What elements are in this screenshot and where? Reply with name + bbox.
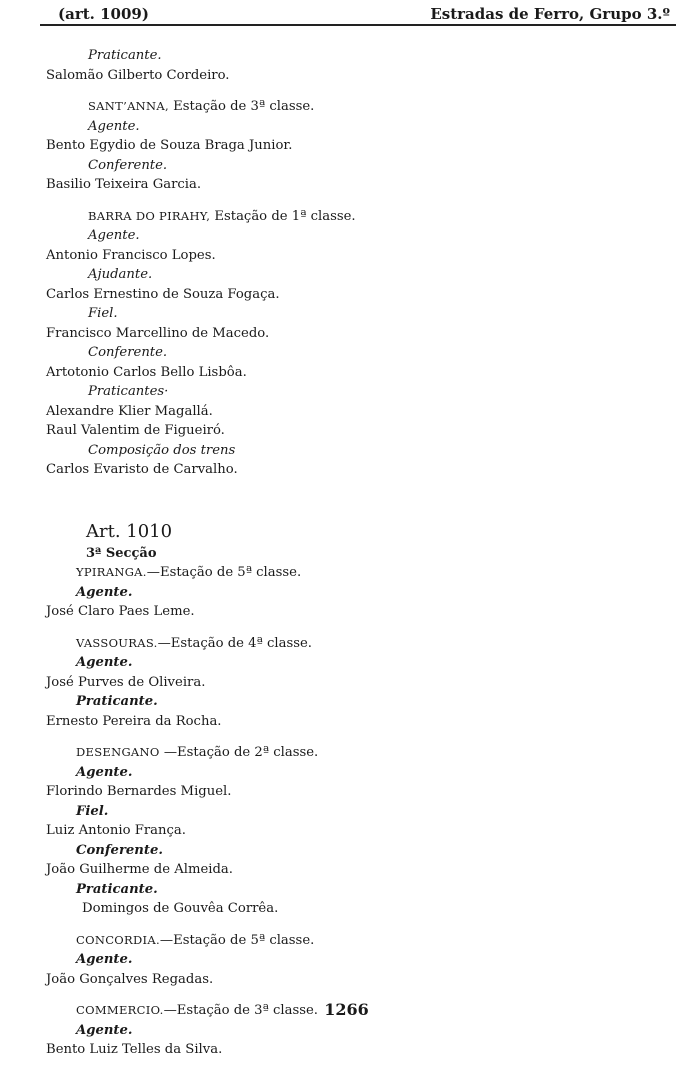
entry-gap	[46, 195, 646, 207]
station-class: —Estação de 5ª classe.	[146, 565, 302, 580]
role-title: Praticantes·	[88, 384, 169, 399]
station-line	[46, 207, 646, 227]
station-name: CONCORDIA.	[76, 932, 160, 947]
staff-name: João Gonçalves Regadas.	[46, 971, 214, 987]
role-title: Agente.	[76, 1022, 133, 1038]
station-line	[46, 931, 646, 951]
role-title: Agente.	[76, 584, 133, 600]
station-line	[46, 563, 646, 583]
role-title: Composição dos trens	[88, 442, 236, 458]
section-heading: 3ª Secção	[86, 545, 157, 561]
header-article-ref: (art. 1009)	[58, 5, 149, 23]
role-title: Agente.	[88, 118, 140, 134]
article-heading: Art. 1010	[86, 520, 173, 542]
page-body	[46, 46, 646, 1060]
station-name: YPIRANGA.	[76, 565, 147, 579]
role-title: Praticante.	[76, 881, 158, 897]
entry-gap	[46, 622, 646, 634]
staff-name: Raul Valentim de Figueiró.	[46, 423, 225, 438]
staff-name: Artotonio Carlos Bello Lisbôa.	[46, 364, 247, 380]
staff-name: Luiz Antonio França.	[46, 823, 186, 838]
station-line	[46, 634, 646, 654]
station-name: DESENGANO	[76, 745, 160, 759]
station-name: COMMERCIO.	[76, 1003, 164, 1017]
role-title: Agente.	[76, 952, 133, 967]
entry-gap	[46, 85, 646, 97]
running-header	[58, 2, 670, 26]
station-class: —Estação de 5ª classe.	[159, 932, 315, 948]
staff-name: Bento Luiz Telles da Silva.	[46, 1042, 223, 1057]
role-title: Fiel.	[76, 803, 109, 819]
section-gap	[46, 480, 646, 520]
station-class: —Estação de 4ª classe.	[157, 635, 312, 651]
staff-name: Antonio Francisco Lopes.	[46, 247, 216, 263]
station-class: Estação de 1ª classe.	[210, 208, 356, 224]
role-title: Conferente.	[76, 842, 163, 858]
role-title: Fiel.	[88, 306, 118, 321]
role-title: Ajudante.	[88, 267, 153, 282]
entry-gap	[46, 731, 646, 743]
staff-name: Carlos Evaristo de Carvalho.	[46, 462, 238, 477]
station-class: Estação de 3ª classe.	[168, 99, 315, 114]
role-title: Conferente.	[88, 157, 168, 173]
role-title: Agente.	[76, 764, 133, 780]
staff-name: Bento Egydio de Souza Braga Junior.	[46, 138, 293, 153]
station-name: SANT’ANNA,	[88, 99, 169, 113]
staff-name: Domingos de Gouvêa Corrêa.	[82, 901, 279, 916]
staff-name: José Purves de Oliveira.	[46, 674, 206, 690]
role-title: Praticante.	[88, 48, 162, 63]
staff-name: Florindo Bernardes Miguel.	[46, 784, 232, 799]
staff-name: Basilio Teixeira Garcia.	[46, 177, 202, 192]
staff-name: Salomão Gilberto Cordeiro.	[46, 67, 230, 83]
staff-name: Alexandre Klier Magallá.	[46, 403, 213, 419]
role-title: Conferente.	[88, 345, 168, 360]
staff-name: José Claro Paes Leme.	[46, 604, 195, 619]
staff-list-art-1010	[46, 563, 646, 1060]
station-line	[46, 97, 646, 117]
station-name: VASSOURAS.	[76, 635, 158, 650]
staff-name: Francisco Marcellino de Macedo.	[46, 325, 270, 341]
staff-name: Carlos Ernestino de Souza Fogaça.	[46, 286, 280, 302]
role-title: Praticante.	[76, 694, 158, 709]
page-number: 1266	[324, 1000, 369, 1019]
role-title: Agente.	[76, 655, 133, 670]
role-title: Agente.	[88, 228, 140, 243]
station-line	[46, 743, 646, 763]
staff-name: Ernesto Pereira da Rocha.	[46, 713, 222, 729]
station-class: —Estação de 3ª classe.	[163, 1003, 318, 1018]
entry-gap	[46, 919, 646, 931]
station-class: —Estação de 2ª classe.	[159, 745, 319, 760]
staff-list-art-1009	[46, 46, 646, 480]
header-title: Estradas de Ferro, Grupo 3.º	[430, 5, 670, 23]
header-rule	[40, 24, 676, 26]
station-name: BARRA DO PIRAHY,	[88, 208, 211, 223]
staff-name: João Guilherme de Almeida.	[46, 862, 233, 877]
